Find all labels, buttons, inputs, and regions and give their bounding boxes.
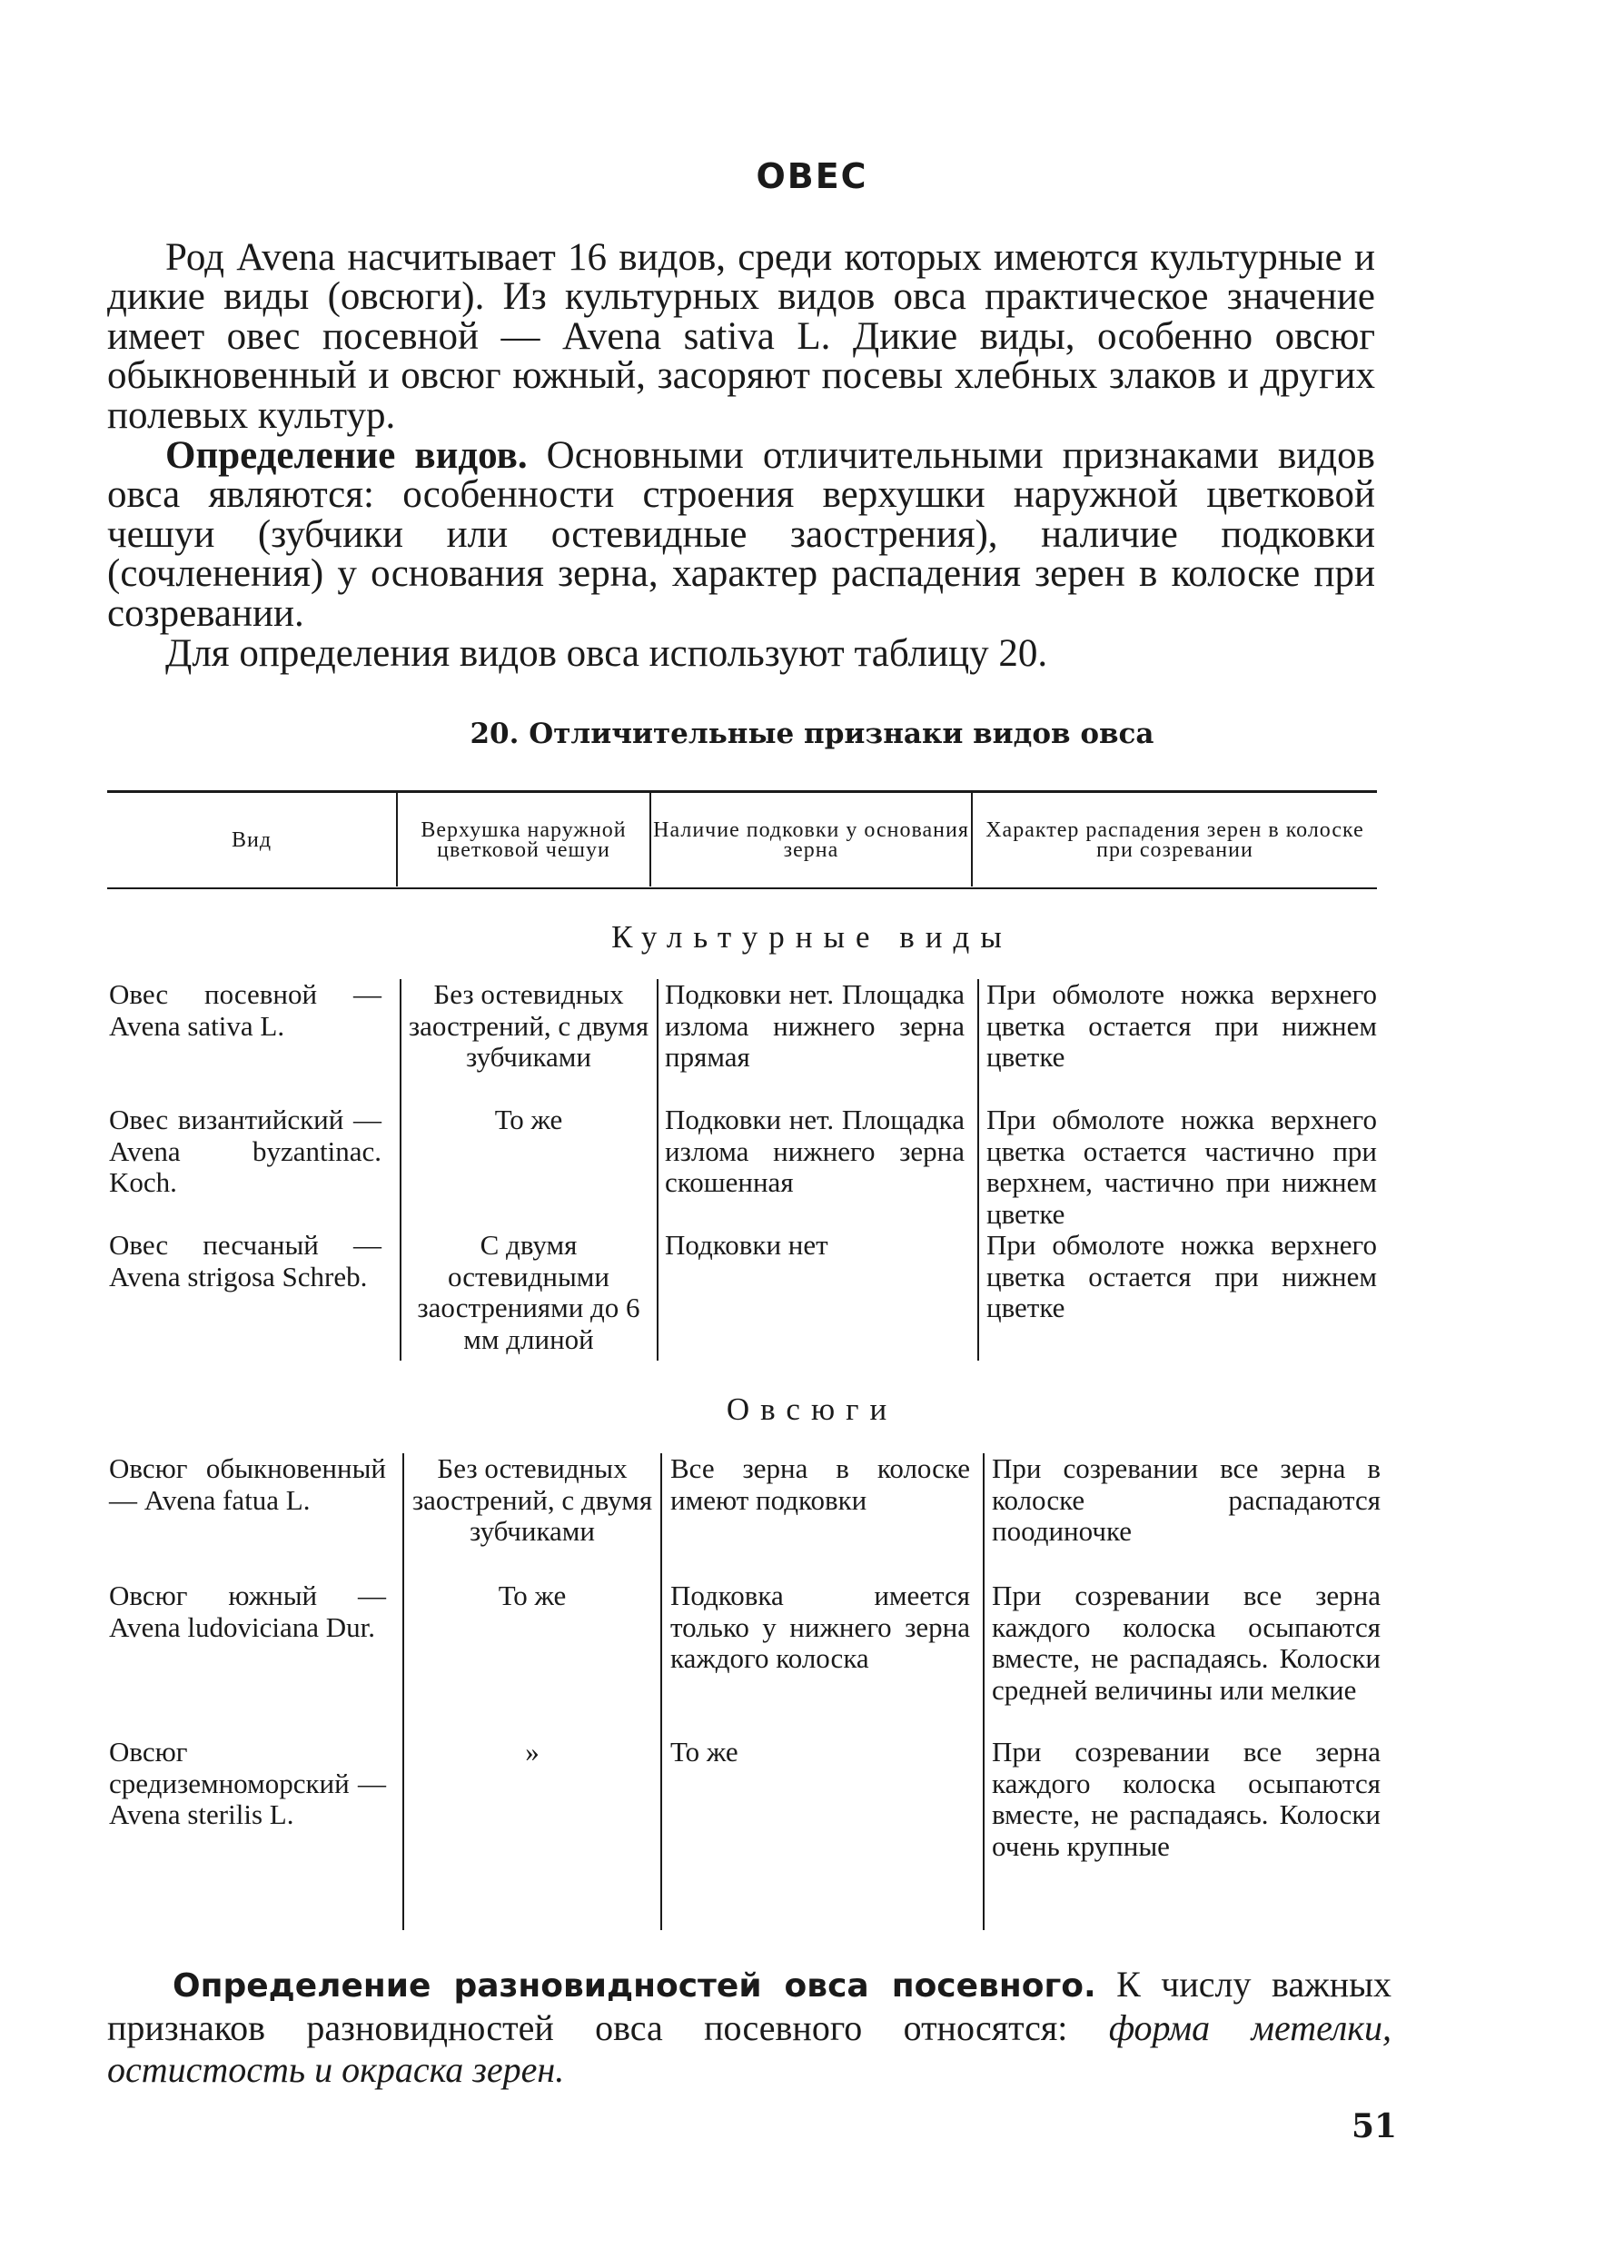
wild-row-2-horseshoe: Подковка имеется только у нижнего зерна каждого колоска <box>670 1580 970 1674</box>
cultural-row-2-species: Овес византийский — Avena byzantinac. Koch. <box>109 1104 381 1198</box>
cultural-divider-3 <box>977 979 979 1361</box>
wild-row-2-apex: То же <box>498 1580 567 1611</box>
intro-paragraph-3: Для определения видов овса используют таблицу 20. <box>165 632 1048 675</box>
table-top-rule <box>107 790 1377 793</box>
wild-row-3-shedding: При созревании все зерна каждого колоска осыпаются вместе, не распадаясь. Колоски очень крупные <box>992 1736 1381 1862</box>
header-horseshoe: Наличие подковки у основания зерна <box>653 818 969 862</box>
cultural-row-1-apex: Без остевидных заострений, с двумя зубчиками <box>408 978 649 1073</box>
wild-row-2-species: Овсюг южный — Avena ludoviciana Dur. <box>109 1580 386 1643</box>
cultural-divider-2 <box>657 979 659 1361</box>
intro-paragraph-2 <box>107 436 1375 633</box>
section-wild: Овсюги <box>726 1392 898 1427</box>
wild-row-2-shedding: При созревании все зерна каждого колоска осыпаются вместе, не распадаясь. Колоски средней величины или мелкие <box>992 1580 1381 1706</box>
cultural-row-3-shedding: При обмолоте ножка верхнего цветка остается при нижнем цветке <box>986 1229 1377 1323</box>
wild-row-3-horseshoe: То же <box>670 1736 738 1768</box>
header-shedding: Характер распадения зерен в колоске при созревании <box>985 818 1364 862</box>
wild-row-3-species: Овсюг средиземноморский — Avena sterilis L. <box>109 1736 386 1830</box>
wild-divider-1 <box>402 1453 404 1930</box>
page-title: ОВЕС <box>756 156 868 196</box>
varieties-italic: форма метелки, остистость и окраска зерен. <box>107 2007 1391 2090</box>
varieties-paragraph <box>107 1964 1391 2091</box>
header-apex: Верхушка наружной цветковой чешуи <box>421 818 627 862</box>
cultural-row-3-horseshoe: Подковки нет <box>665 1229 828 1261</box>
page-number: 51 <box>1352 2107 1398 2145</box>
cultural-row-3-apex: С двумя остевидными заострениями до 6 мм длиной <box>417 1229 640 1355</box>
cultural-row-2-apex: То же <box>494 1104 563 1135</box>
wild-row-3-apex: » <box>525 1736 540 1768</box>
wild-row-1-species: Овсюг обыкновенный — Avena fatua L. <box>109 1452 386 1516</box>
cultural-divider-1 <box>400 979 401 1361</box>
section-cultural: Культурные виды <box>611 919 1013 955</box>
wild-row-1-horseshoe: Все зерна в колоске имеют подковки <box>670 1452 970 1516</box>
species-heading: Определение видов. <box>165 434 528 477</box>
intro-paragraph-2-text: Основными отличительными признаками видов овса являются: особенности строения верхушки наружной цветковой чешуи (зубчики или остевидные заострения), наличие подковки (сочленения) у основания зерна, характер распадения зерен в колоске при созревании. <box>107 434 1375 635</box>
cultural-row-1-species: Овес посевной — Avena sativa L. <box>109 978 381 1042</box>
intro-paragraph-1: Род Avena насчитывает 16 видов, среди которых имеются культурные и дикие виды (овсюги). Из культурных видов овса практическое значение имеет овес посевной — Avena sativa L. Дикие виды, особенно овсюг обыкновенный и овсюг южный, засоряют посевы хлебных злаков и других полевых культур. <box>107 236 1375 437</box>
wild-divider-2 <box>660 1453 662 1930</box>
varieties-text: К числу важных признаков разновидностей овса посевного относятся: <box>107 1964 1392 2048</box>
cultural-row-2-shedding: При обмолоте ножка верхнего цветка остается частично при верхнем, частично при нижнем цветке <box>986 1104 1377 1230</box>
cultural-row-2-horseshoe: Подковки нет. Площадка излома нижнего зерна скошенная <box>665 1104 965 1198</box>
varieties-heading: Определение разновидностей овса посевного. <box>173 1967 1096 2005</box>
wild-divider-3 <box>983 1453 985 1930</box>
cultural-row-1-horseshoe: Подковки нет. Площадка излома нижнего зерна прямая <box>665 978 965 1073</box>
wild-row-1-shedding: При созревании все зерна в колоске распадаются поодиночке <box>992 1452 1381 1547</box>
wild-row-1-apex: Без остевидных заострений, с двумя зубчиками <box>411 1452 653 1547</box>
cultural-row-1-shedding: При обмолоте ножка верхнего цветка остается при нижнем цветке <box>986 978 1377 1073</box>
header-species: Вид <box>231 828 272 852</box>
table-title: 20. Отличительные признаки видов овса <box>470 718 1154 750</box>
table-header-rule <box>107 887 1377 889</box>
cultural-row-3-species: Овес песчаный — Avena strigosa Schreb. <box>109 1229 381 1292</box>
